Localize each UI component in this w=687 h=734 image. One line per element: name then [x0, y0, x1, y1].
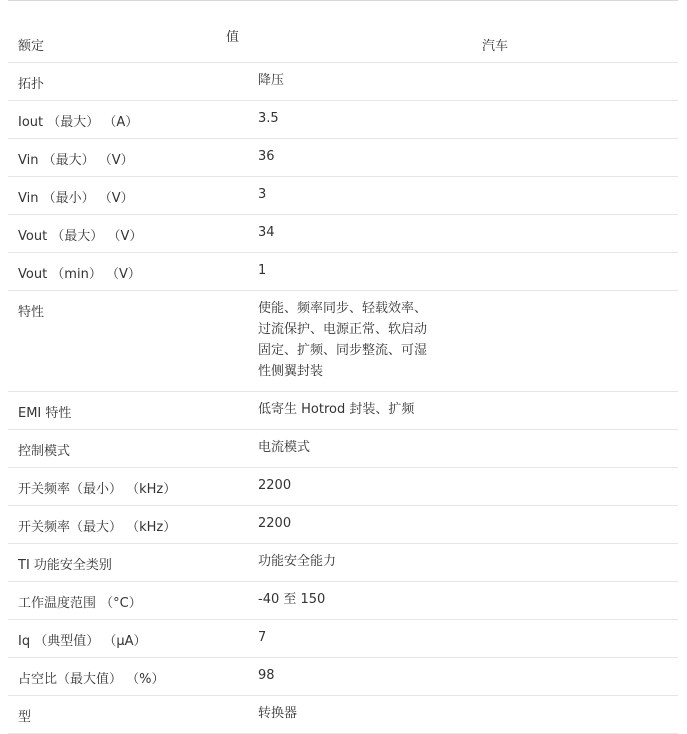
header-label-col: 额定 [18, 39, 45, 54]
table-row [8, 468, 678, 506]
table-row [8, 582, 678, 620]
table-row [8, 101, 678, 139]
row-label: 拓扑 [18, 77, 45, 92]
row-label: 工作温度范围 （°C） [18, 596, 142, 611]
row-value: 2200 [258, 516, 292, 531]
row-label: Iout （最大） （A） [18, 115, 139, 130]
table-row [8, 291, 678, 392]
table-row [8, 177, 678, 215]
row-label: Vin （最大） （V） [18, 153, 134, 168]
table-row [8, 544, 678, 582]
row-label: EMI 特性 [18, 406, 72, 421]
table-header [8, 1, 678, 63]
row-label: Vout （min） （V） [18, 267, 141, 282]
row-value: 3 [258, 187, 267, 202]
row-value: 低寄生 Hotrod 封装、扩频 [258, 402, 415, 417]
row-label: Vout （最大） （V） [18, 229, 143, 244]
table-row [8, 658, 678, 696]
table-row [8, 139, 678, 177]
row-value: 98 [258, 668, 275, 683]
row-value: 电流模式 [258, 440, 311, 455]
table-row [8, 215, 678, 253]
row-label: 特性 [18, 305, 45, 320]
table-row [8, 63, 678, 101]
row-value: 7 [258, 630, 267, 645]
table-row [8, 506, 678, 544]
header-value-col: 值 [226, 30, 240, 45]
row-value: 34 [258, 225, 275, 240]
row-value: 1 [258, 263, 267, 278]
parameter-table [8, 0, 678, 734]
row-label: 型 [18, 710, 32, 725]
table-row [8, 620, 678, 658]
table-row [8, 253, 678, 291]
row-label: 开关频率（最大） （kHz） [18, 520, 177, 535]
row-value: 降压 [258, 73, 285, 88]
row-value: 3.5 [258, 111, 279, 126]
table-row [8, 696, 678, 734]
row-label: TI 功能安全类别 [18, 558, 112, 573]
row-label: Iq （典型值） （µA） [18, 634, 147, 649]
row-value: 2200 [258, 478, 292, 493]
row-value: 36 [258, 149, 275, 164]
row-value: 转换器 [258, 706, 298, 721]
row-value: 功能安全能力 [258, 554, 337, 569]
row-label: 占空比（最大值） （%） [18, 672, 165, 687]
table-row [8, 392, 678, 430]
header-auto-col: 汽车 [482, 39, 509, 54]
row-label: Vin （最小） （V） [18, 191, 134, 206]
row-label: 开关频率（最小） （kHz） [18, 482, 177, 497]
table-row [8, 430, 678, 468]
row-value: -40 至 150 [258, 592, 326, 607]
row-value: 使能、频率同步、轻载效率、过流保护、电源正常、软启动固定、扩频、同步整流、可湿性侧翼封装 [258, 301, 428, 379]
row-label: 控制模式 [18, 444, 71, 459]
